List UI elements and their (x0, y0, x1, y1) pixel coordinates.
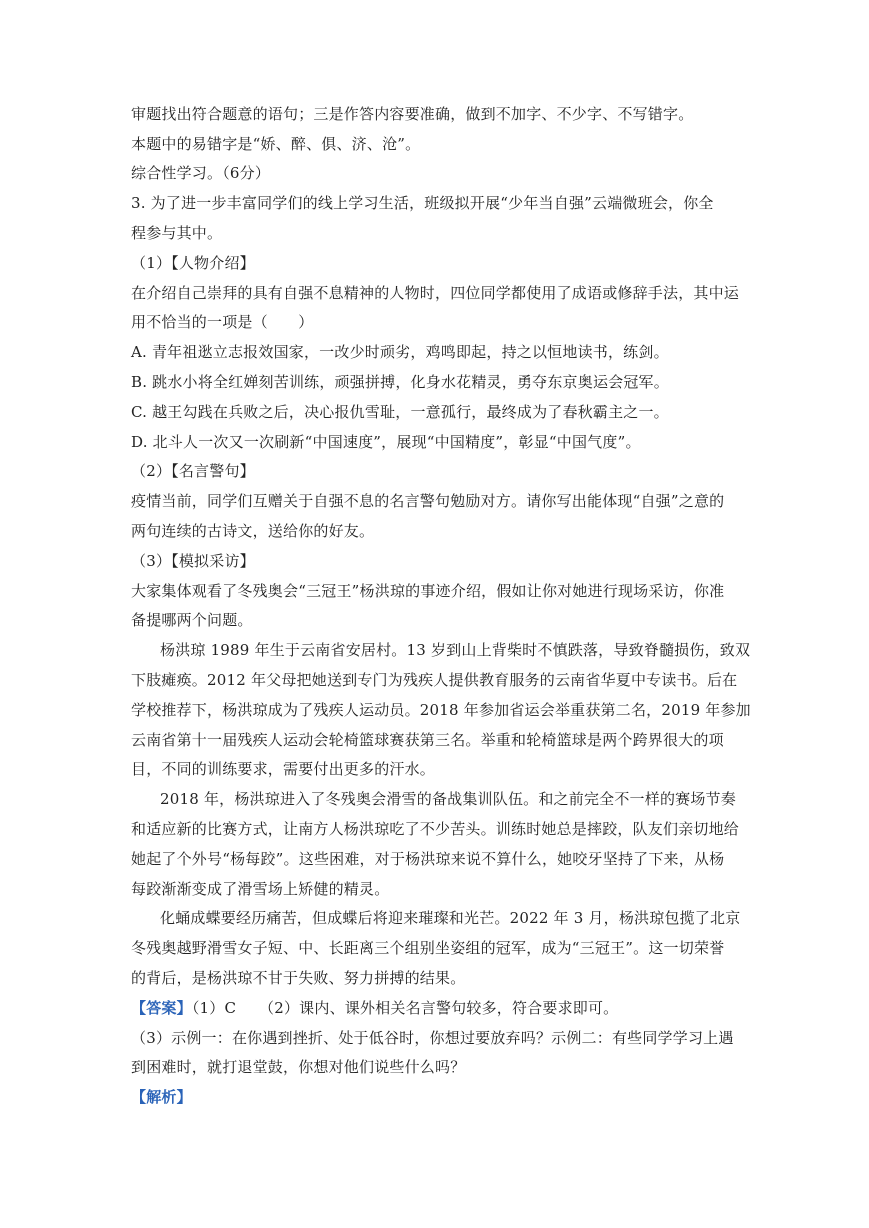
passage-line: 学校推荐下，杨洪琼成为了残疾人运动员。2018 年参加省运会举重获第二名，2019 年参加 (131, 701, 751, 719)
answer-line: 到困难时，就打退堂鼓，你想对他们说些什么吗？ (131, 1058, 466, 1076)
option-b: B. 跳水小将全红婵刻苦训练，顽强拼搏，化身水花精灵，勇夺东京奥运会冠军。 (131, 373, 669, 391)
analysis-line (131, 1087, 192, 1107)
text-line: 疫情当前，同学们互赠关于自强不息的名言警句勉励对方。请你写出能体现“自强”之意的 (131, 492, 725, 510)
option-a: A. 青年祖逖立志报效国家，一改少时顽劣，鸡鸣即起，持之以恒地读书，练剑。 (131, 343, 669, 361)
answer-text: （1）C （2）课内、课外相关名言警句较多，符合要求即可。 (191, 999, 619, 1017)
subquestion-heading: （1）【人物介绍】 (131, 254, 255, 272)
text-line: 两句连续的古诗文，送给你的好友。 (131, 522, 375, 540)
text-line: 用不恰当的一项是（ ） (131, 313, 314, 331)
passage-line: 和适应新的比赛方式，让南方人杨洪琼吃了不少苦头。训练时她总是摔跤，队友们亲切地给 (131, 820, 740, 838)
passage-line: 下肢瘫痪。2012 年父母把她送到专门为残疾人提供教育服务的云南省华夏中专读书。后在 (131, 671, 738, 689)
option-c: C. 越王勾践在兵败之后，决心报仇雪耻，一意孤行，最终成为了春秋霸主之一。 (131, 403, 669, 421)
subquestion-heading: （2）【名言警句】 (131, 462, 255, 480)
passage-line: 云南省第十一届残疾人运动会轮椅篮球赛获第三名。举重和轮椅篮球是两个跨界很大的项 (131, 731, 724, 749)
passage-line: 的背后，是杨洪琼不甘于失败、努力拼搏的结果。 (131, 969, 466, 987)
subquestion-heading: （3）【模拟采访】 (131, 552, 255, 570)
text-line: 审题找出符合题意的语句；三是作答内容要准确，做到不加字、不少字、不写错字。 (131, 105, 694, 123)
text-line: 在介绍自己崇拜的具有自强不息精神的人物时，四位同学都使用了成语或修辞手法，其中运 (131, 284, 740, 302)
analysis-label: 【解析】 (131, 1088, 192, 1106)
option-d: D. 北斗人一次又一次刷新“中国速度”，展现“中国精度”，彰显“中国气度”。 (131, 433, 641, 451)
text-line: 大家集体观看了冬残奥会“三冠王”杨洪琼的事迹介绍，假如让你对她进行现场采访，你准 (131, 582, 725, 600)
answer-line (131, 998, 618, 1018)
passage-line: 她起了个外号“杨每跤”。这些困难，对于杨洪琼来说不算什么，她咬牙坚持了下来，从杨 (131, 850, 725, 868)
text-line: 备提哪两个问题。 (131, 611, 253, 629)
passage-line: 杨洪琼 1989 年生于云南省安居村。13 岁到山上背柴时不慎跌落，导致脊髓损伤，致双 (160, 641, 751, 659)
question-stem: 3. 为了进一步丰富同学们的线上学习生活，班级拟开展“少年当自强”云端微班会，你全 (131, 194, 714, 212)
passage-line: 冬残奥越野滑雪女子短、中、长距离三个组别坐姿组的冠军，成为“三冠王”。这一切荣誉 (131, 939, 725, 957)
passage-line: 2018 年，杨洪琼进入了冬残奥会滑雪的备战集训队伍。和之前完全不一样的赛场节奏 (160, 790, 736, 808)
passage-line: 化蛹成蝶要经历痛苦，但成蝶后将迎来璀璨和光芒。2022 年 3 月，杨洪琼包揽了北京 (160, 909, 741, 927)
question-stem: 程参与其中。 (131, 224, 223, 242)
answer-label: 【答案】 (131, 999, 192, 1017)
text-line: 本题中的易错字是“娇、醉、俱、济、沧”。 (131, 135, 421, 153)
answer-line: （3）示例一：在你遇到挫折、处于低谷时，你想过要放弃吗？示例二：有些同学学习上遇 (131, 1029, 734, 1047)
passage-line: 目，不同的训练要求，需要付出更多的汗水。 (131, 760, 436, 778)
section-heading: 综合性学习。（6分） (131, 164, 271, 182)
passage-line: 每跤渐渐变成了滑雪场上矫健的精灵。 (131, 880, 390, 898)
